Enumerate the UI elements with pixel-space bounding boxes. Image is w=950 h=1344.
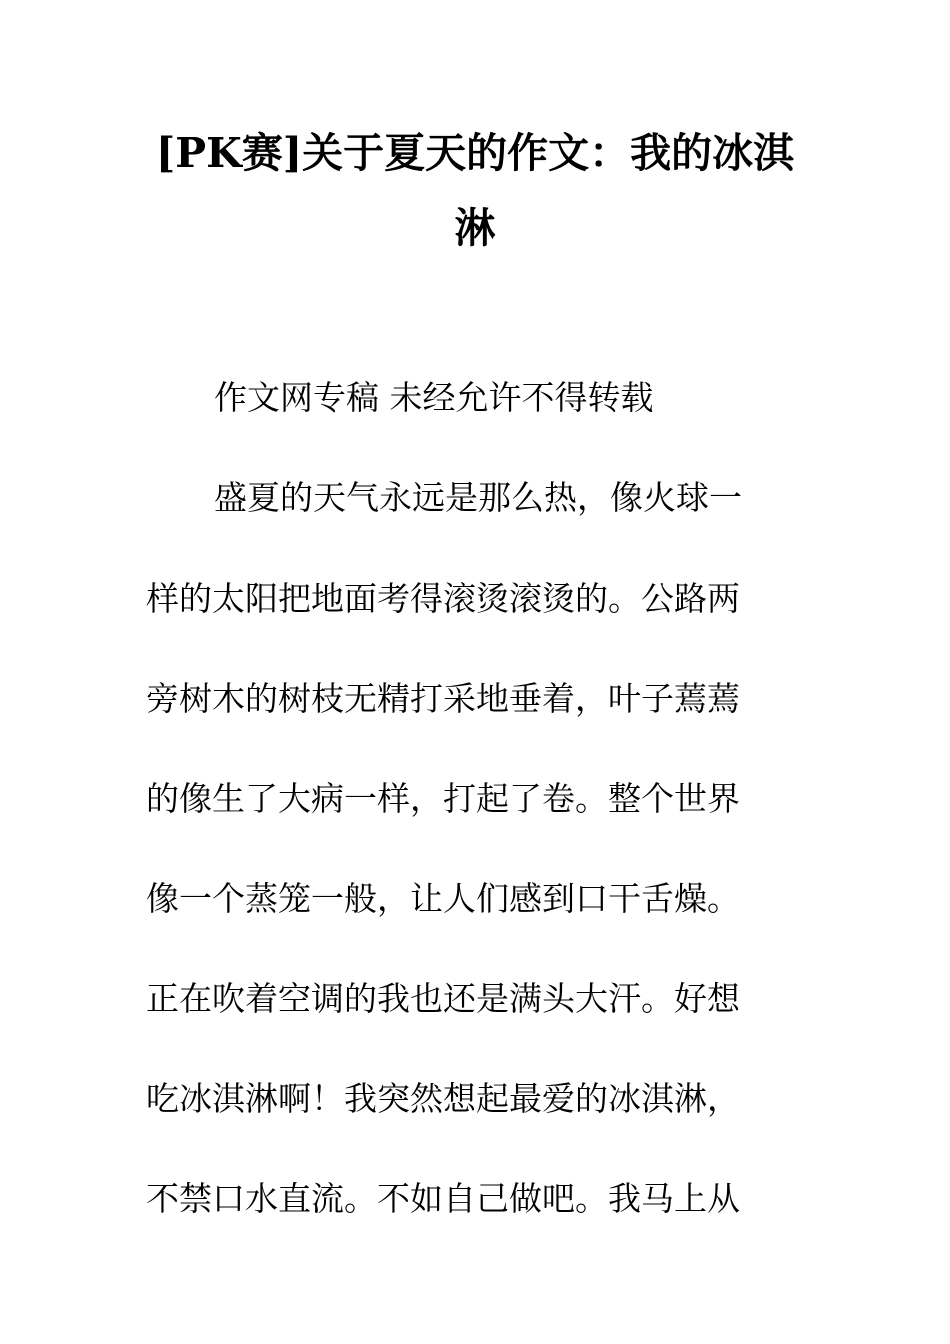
paragraph-line-4: 的像生了大病一样，打起了卷。整个世界 bbox=[146, 779, 740, 818]
paragraph-line-3: 旁树木的树枝无精打采地垂着，叶子蔫蔫 bbox=[146, 679, 740, 718]
paragraph-line-8: 不禁口水直流。不如自己做吧。我马上从 bbox=[146, 1179, 740, 1218]
paragraph-line-6: 正在吹着空调的我也还是满头大汗。好想 bbox=[146, 979, 740, 1018]
byline: 作文网专稿 未经允许不得转载 bbox=[214, 378, 654, 417]
paragraph-line-1: 盛夏的天气永远是那么热，像火球一 bbox=[214, 478, 742, 517]
paragraph-line-5: 像一个蒸笼一般，让人们感到口干舌燥。 bbox=[146, 879, 740, 918]
page-title-line-2: 淋 bbox=[454, 204, 496, 252]
paragraph-line-7: 吃冰淇淋啊！我突然想起最爱的冰淇淋， bbox=[146, 1079, 740, 1118]
paragraph-line-2: 样的太阳把地面考得滚烫滚烫的。公路两 bbox=[146, 579, 740, 618]
page-title-line-1: [PK赛]关于夏天的作文：我的冰淇 bbox=[155, 129, 795, 177]
